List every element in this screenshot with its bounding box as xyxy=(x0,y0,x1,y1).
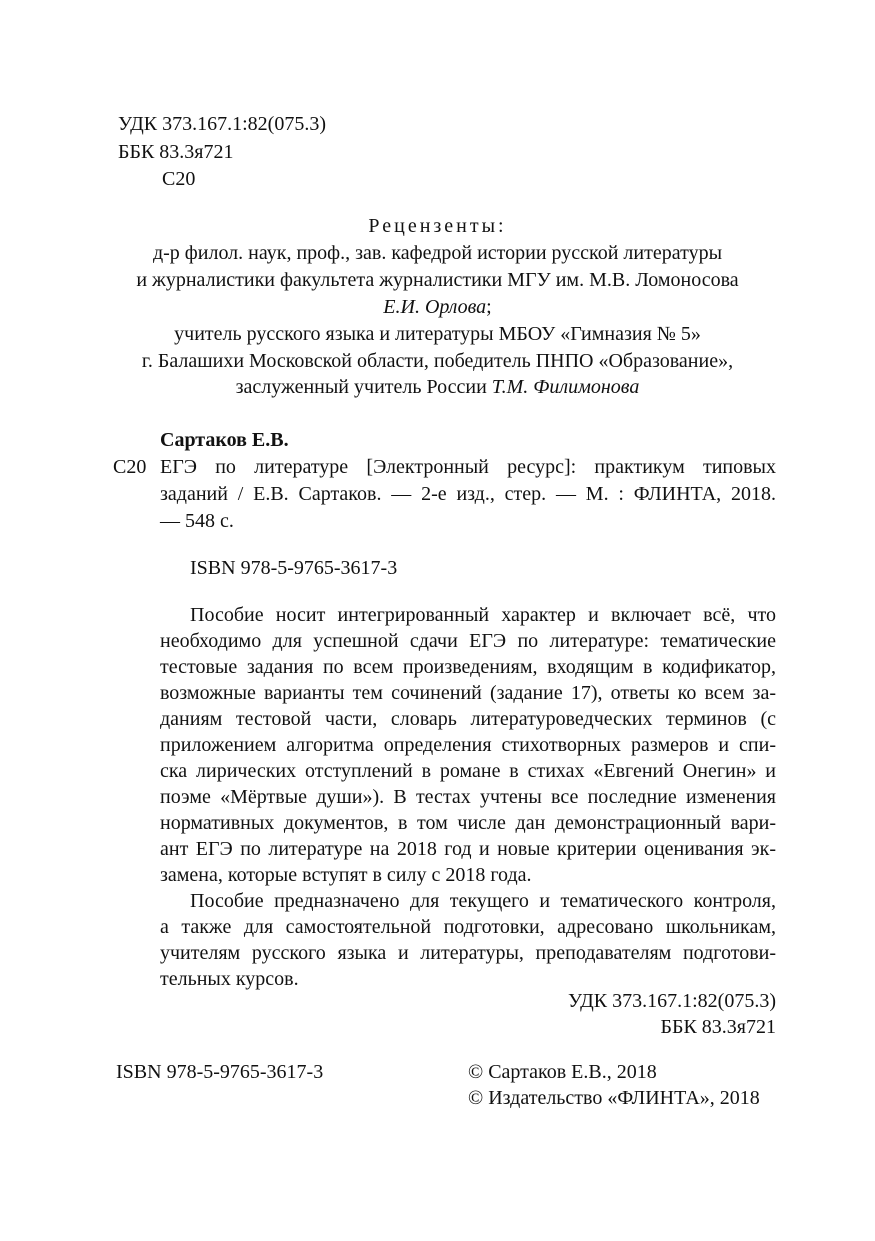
annotation-line: возможные варианты тем сочинений (задание 17), ответы ко всем за- xyxy=(160,682,776,704)
annotation-line: замена, которые вступят в силу с 2018 года. xyxy=(160,864,532,886)
udk-code: УДК 373.167.1:82(075.3) xyxy=(118,113,326,135)
reviewer-1-line-2: и журналистики факультета журналистики МГУ им. М.В. Ломоносова xyxy=(136,269,739,291)
annotation-line: тестовые задания по всем произведениям, входящим в кодификатор, xyxy=(160,656,776,678)
reviewer-1-name: Е.И. Орлова xyxy=(383,296,487,318)
annotation-line: приложением алгоритма определения стихотворных размеров и спи- xyxy=(160,734,776,756)
reviewer-1-name-suffix: ; xyxy=(486,296,492,318)
footer-isbn: ISBN 978-5-9765-3617-3 xyxy=(116,1061,324,1083)
bbk-code: ББК 83.3я721 xyxy=(118,141,234,163)
annotation-line: нормативных документов, в том числе дан демонстрационный вари- xyxy=(160,812,776,834)
annotation-line: ска лирических отступлений в романе в стихах «Евгений Онегин» и xyxy=(160,760,776,782)
reviewers-title: Рецензенты: xyxy=(368,215,507,237)
annotation-line: тельных курсов. xyxy=(160,968,299,990)
bibliography-isbn: ISBN 978-5-9765-3617-3 xyxy=(190,557,398,579)
bibliography-line-1: ЕГЭ по литературе [Электронный ресурс]: практикум типовых xyxy=(160,456,776,478)
author-sign-code: С20 xyxy=(162,168,196,190)
reviewer-2-title: заслуженный учитель России xyxy=(235,376,492,398)
footer-udk-code: УДК 373.167.1:82(075.3) xyxy=(568,990,776,1012)
reviewer-1-line-1: д-р филол. наук, проф., зав. кафедрой истории русской литературы xyxy=(152,242,723,264)
reviewer-2-line-3 xyxy=(60,374,815,400)
annotation-line: даниям тестовой части, словарь литературоведческих терминов (с xyxy=(160,708,776,730)
bibliography-line-2: заданий / Е.В. Сартаков. — 2-е изд., стер. — М. : ФЛИНТА, 2018. xyxy=(160,483,776,505)
reviewer-1-name-line xyxy=(60,294,815,320)
copyright-publisher: © Издательство «ФЛИНТА», 2018 xyxy=(468,1087,760,1109)
annotation-line: Пособие предназначено для текущего и тематического контроля, xyxy=(190,890,776,912)
annotation-line: ант ЕГЭ по литературе на 2018 год и новые критерии оценивания эк- xyxy=(160,838,776,860)
reviewer-2-line-2: г. Балашихи Московской области, победитель ПНПО «Образование», xyxy=(141,350,734,372)
reviewer-2-line-1: учитель русского языка и литературы МБОУ «Гимназия № 5» xyxy=(174,323,701,345)
annotation-line: Пособие носит интегрированный характер и включает всё, что xyxy=(190,604,776,626)
annotation-line: необходимо для успешной сдачи ЕГЭ по литературе: тематические xyxy=(160,630,776,652)
bibliography-code: С20 xyxy=(113,456,147,478)
annotation-line: учителям русского языка и литературы, преподавателям подготови- xyxy=(160,942,776,964)
reviewer-2-name: Т.М. Филимонова xyxy=(491,376,640,398)
footer-bbk-code: ББК 83.3я721 xyxy=(660,1016,776,1038)
annotation-line: а также для самостоятельной подготовки, адресовано школьникам, xyxy=(160,916,776,938)
copyright-author: © Сартаков Е.В., 2018 xyxy=(468,1061,657,1083)
bibliography-line-3: — 548 с. xyxy=(160,510,234,532)
annotation-line: поэме «Мёртвые души»). В тестах учтены все последние изменения xyxy=(160,786,776,808)
book-author: Сартаков Е.В. xyxy=(160,429,289,451)
